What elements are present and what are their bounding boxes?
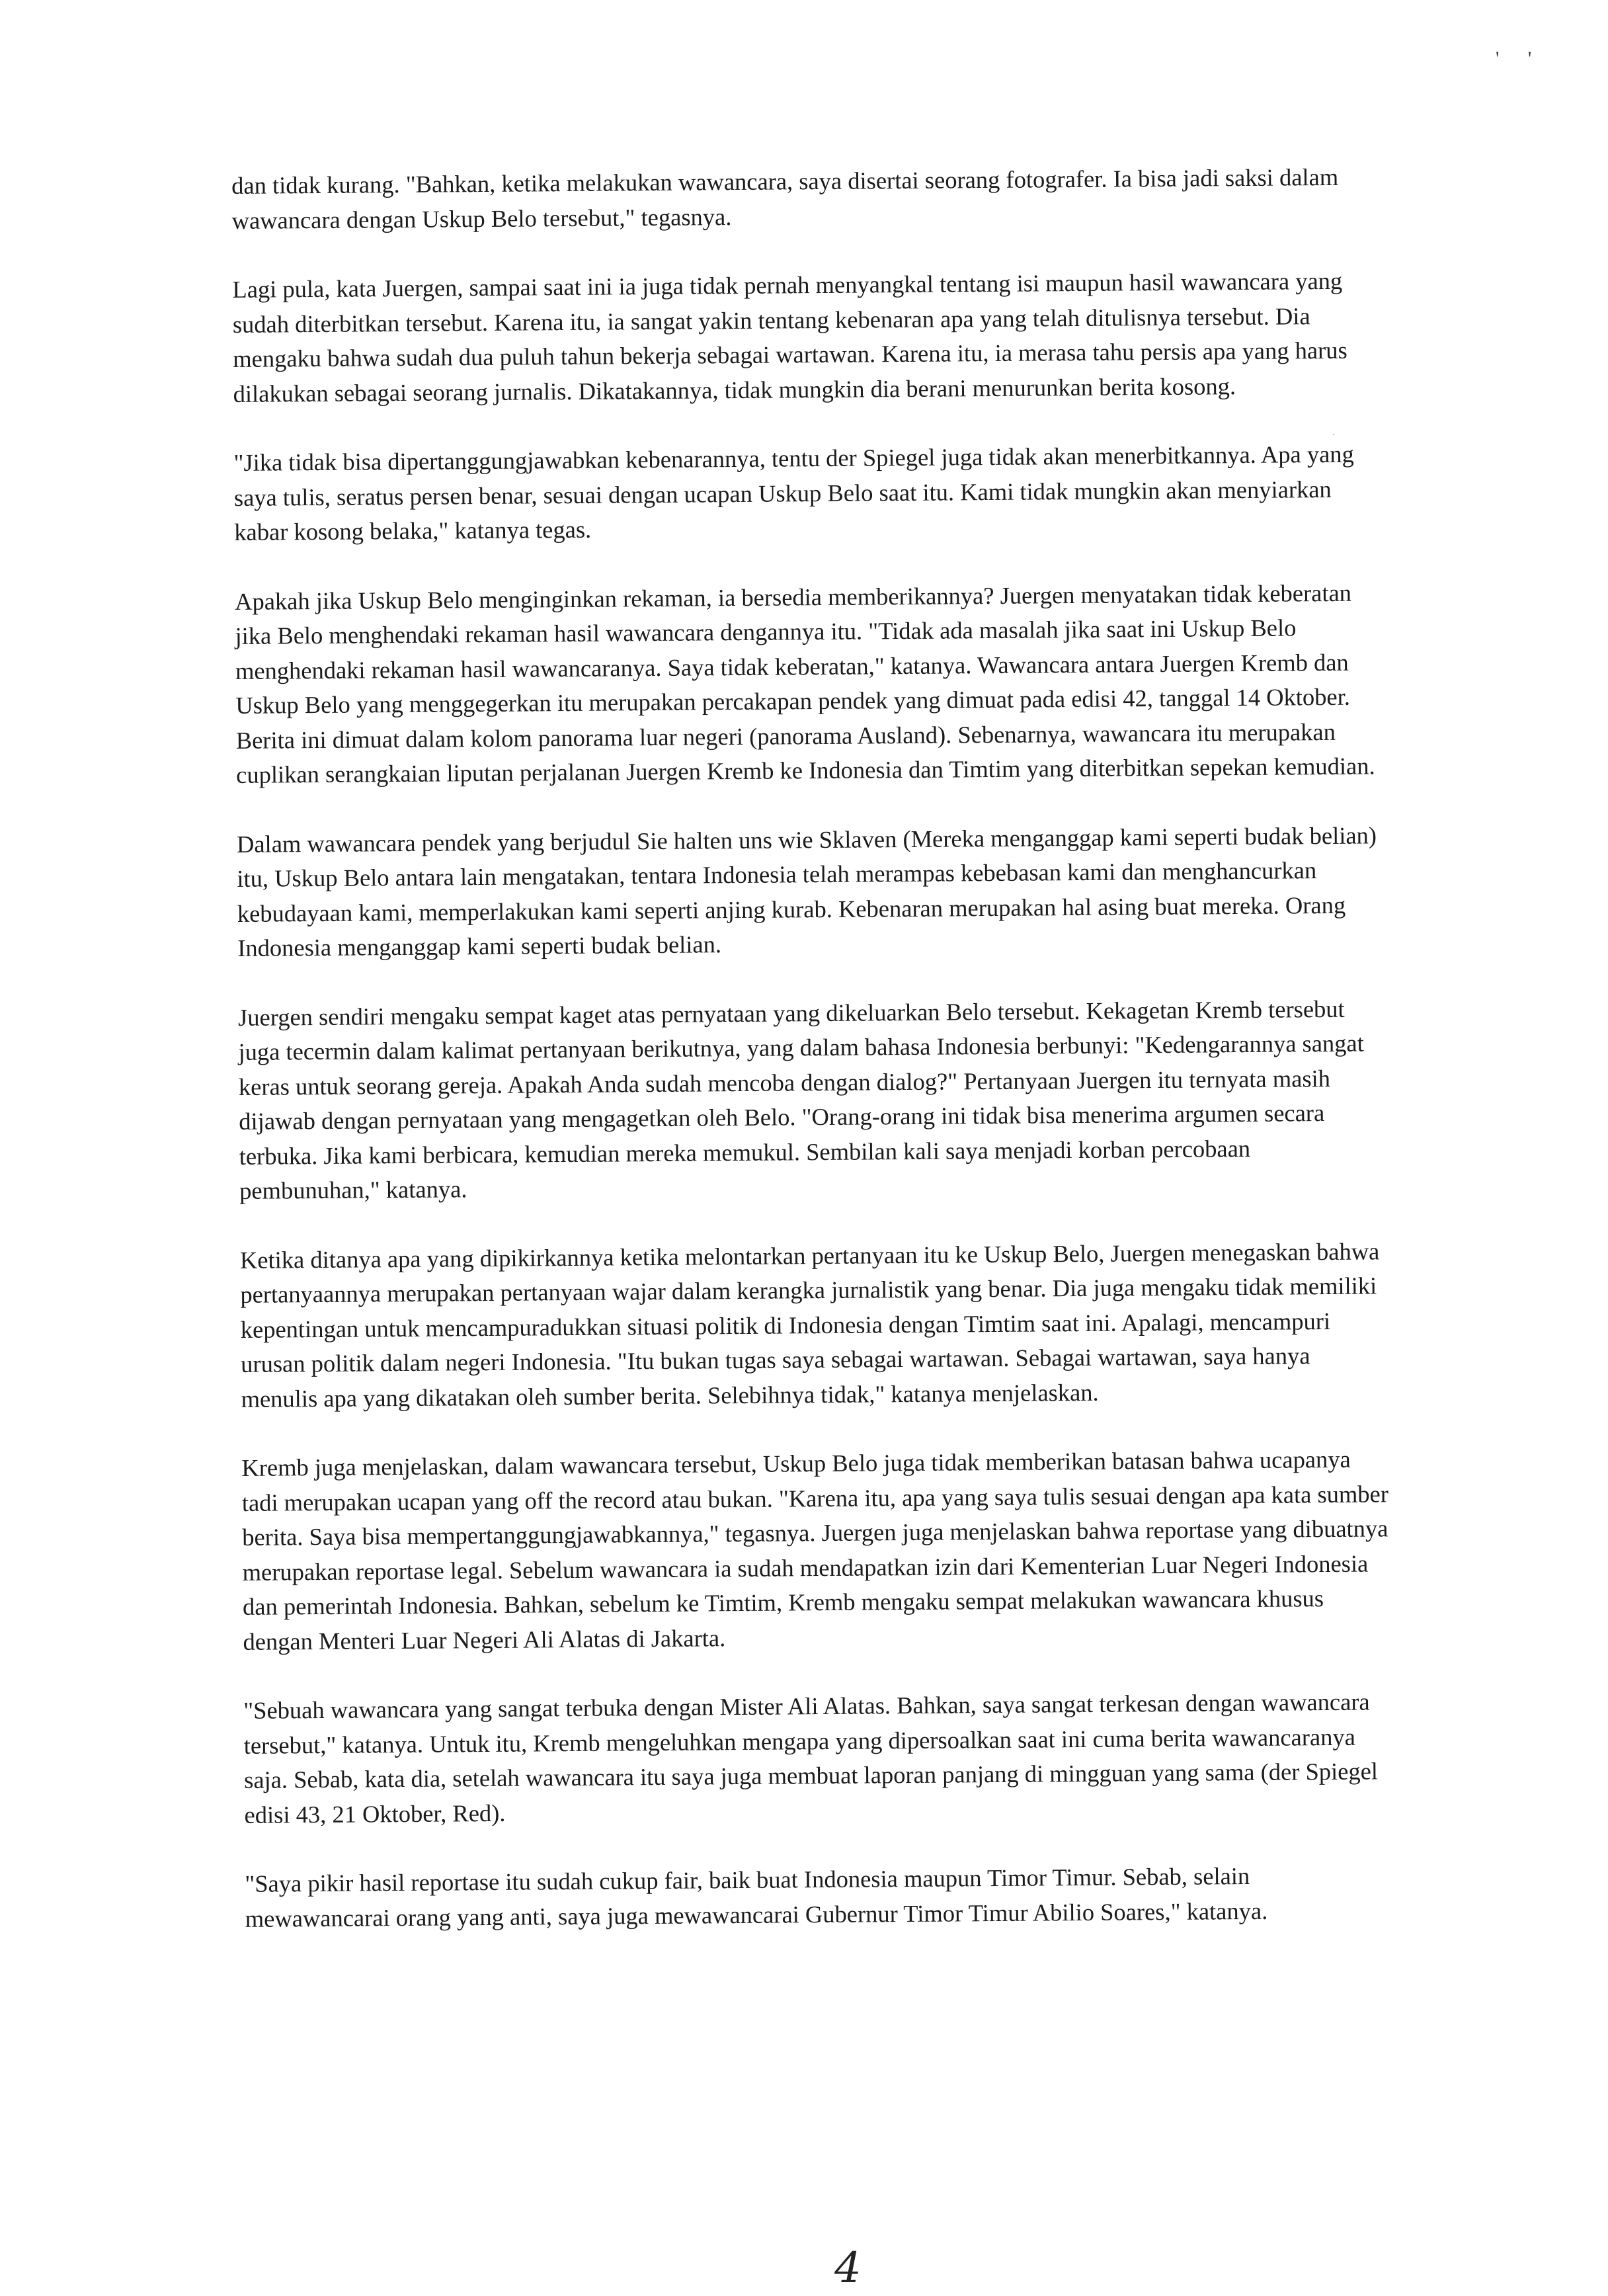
paragraph: Juergen sendiri mengaku sempat kaget atas pernyataan yang dikeluarkan Belo tersebut. Kekagetan Kremb tersebut juga tecermin dalam kalimat pertanyaan berikutnya, yang dalam bahasa Indonesia berbunyi: "Kedengarannya sangat keras untuk seorang gereja. Apakah Anda sudah mencoba dengan dialog?" Pertanyaan Juergen itu ternyata masih dijawab dengan pernyataan yang mengagetkan oleh Belo. "Orang-orang ini tidak bisa menerima argumen secara terbuka. Jika kami berbicara, kemudian mereka memukul. Sembilan kali saya menjadi korban percobaan pembunuhan," katanya. xyxy=(237,995,1364,1204)
page-number: 4 xyxy=(834,2244,862,2293)
paragraph: "Jika tidak bisa dipertanggungjawabkan kebenarannya, tentu der Spiegel juga tidak akan menerbitkannya. Apa yang saya tulis, seratus persen benar, sesuai dengan ucapan Uskup Belo saat itu. Kami tidak mungkin akan menyiarkan kabar kosong belaka," katanya tegas. xyxy=(233,440,1354,546)
paragraph: Apakah jika Uskup Belo menginginkan rekaman, ia bersedia memberikannya? Juergen menyatakan tidak keberatan jika Belo menghendaki rekaman hasil wawancara dengannya itu. "Tidak ada masalah jika saat ini Uskup Belo menghendaki rekaman hasil wawancaranya. Saya tidak keberatan," katanya. Wawancara antara Juergen Kremb dan Uskup Belo yang menggegerkan itu merupakan percakapan pendek yang dimuat pada edisi 42, tanggal 14 Oktober. Berita ini dimuat dalam kolom panorama luar negeri (panorama Ausland). Sebenarnya, wawancara itu merupakan cuplikan serangkaian liputan perjalanan Juergen Kremb ke Indonesia dan Timtim yang diterbitkan sepekan kemudian. xyxy=(234,579,1375,788)
paragraph: Ketika ditanya apa yang dipikirkannya ketika melontarkan pertanyaan itu ke Uskup Belo, Juergen menegaskan bahwa pertanyaannya merupakan pertanyaan wajar dalam kerangka jurnalistik yang benar. Dia juga mengaku tidak memiliki kepentingan untuk mencampuradukkan situasi politik di Indonesia dengan Timtim saat ini. Apalagi, mencampuri urusan politik dalam negeri Indonesia. "Itu bukan tugas saya sebagai wartawan. Sebagai wartawan, saya hanya menulis apa yang dikatakan oleh sumber berita. Selebihnya tidak," katanya menjelaskan. xyxy=(239,1237,1380,1413)
paragraph: Dalam wawancara pendek yang berjudul Sie halten uns wie Sklaven (Mereka menganggap kami seperti budak belian) itu, Uskup Belo antara lain mengatakan, tentara Indonesia telah merampas kebebasan kami dan menghancurkan kebudayaan kami, memperlakukan kami seperti anjing kurab. Kebenaran merupakan hal asing buat mereka. Orang Indonesia menganggap kami seperti budak belian. xyxy=(236,821,1377,962)
paragraph: "Sebuah wawancara yang sangat terbuka dengan Mister Ali Alatas. Bahkan, saya sangat terkesan dengan wawancara tersebut," katanya. Untuk itu, Kremb mengeluhkan mengapa yang dipersoalkan saat ini cuma berita wawancaranya saja. Sebab, kata dia, setelah wawancara itu saya juga membuat laporan panjang di mingguan yang sama (der Spiegel edisi 43, 21 Oktober, Red). xyxy=(243,1688,1379,1828)
paragraph: Kremb juga menjelaskan, dalam wawancara tersebut, Uskup Belo juga tidak memberikan batasan bahwa ucapanya tadi merupakan ucapan yang off the record atau bukan. "Karena itu, apa yang saya tulis sesuai dengan apa kata sumber berita. Saya bisa mempertanggungjawabkannya," tegasnya. Juergen juga menjelaskan bahwa reportase yang dibuatnya merupakan reportase legal. Sebelum wawancara ia sudah mendapatkan izin dari Kementerian Luar Negeri Indonesia dan pemerintah Indonesia. Bahkan, sebelum ke Timtim, Kremb mengaku sempat melakukan wawancara khusus dengan Menteri Luar Negeri Ali Alatas di Jakarta. xyxy=(241,1445,1389,1655)
paragraph: Lagi pula, kata Juergen, sampai saat ini ia juga tidak pernah menyangkal tentang isi maupun hasil wawancara yang sudah diterbitkan tersebut. Karena itu, ia sangat yakin tentang kebenaran apa yang telah ditulisnya tersebut. Dia mengaku bahwa sudah dua puluh tahun bekerja sebagai wartawan. Karena itu, ia merasa tahu persis apa yang harus dilakukan sebagai seorang jurnalis. Dikatakannya, tidak mungkin dia berani menurunkan berita kosong. xyxy=(232,266,1347,407)
corner-mark: ' ' xyxy=(1496,48,1544,69)
paragraph: "Saya pikir hasil reportase itu sudah cukup fair, baik buat Indonesia maupun Timor Timur. Sebab, selain mewawancarai orang yang anti, saya juga mewawancarai Gubernur Timor Timur Abilio Soares," katanya. xyxy=(245,1862,1268,1932)
article-body xyxy=(231,159,1396,1971)
paragraph: dan tidak kurang. "Bahkan, ketika melakukan wawancara, saya disertai seorang fotografer. Ia bisa jadi saksi dalam wawancara dengan Uskup Belo tersebut," tegasnya. xyxy=(231,163,1339,234)
